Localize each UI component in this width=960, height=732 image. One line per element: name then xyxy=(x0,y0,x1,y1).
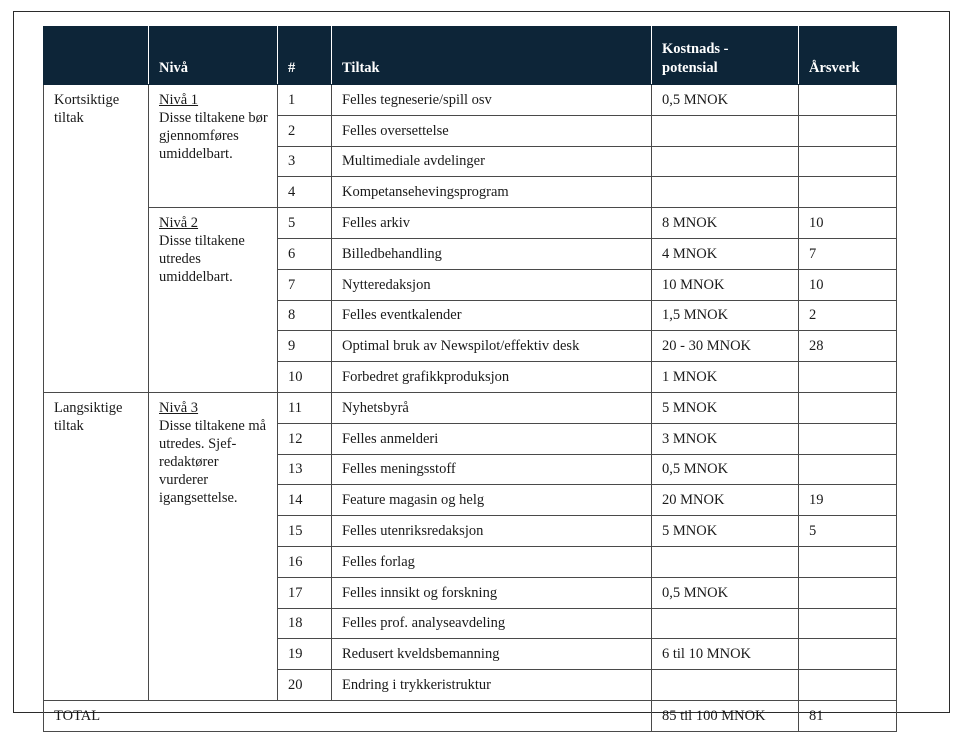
header-row xyxy=(44,27,897,85)
row-arsverk xyxy=(799,85,897,116)
row-arsverk: 7 xyxy=(799,238,897,269)
row-arsverk xyxy=(799,608,897,639)
row-tiltak: Endring i trykkeristruktur xyxy=(332,670,652,701)
level-1-cell xyxy=(149,85,278,208)
row-arsverk: 5 xyxy=(799,516,897,547)
row-arsverk: 19 xyxy=(799,485,897,516)
header-kostnad xyxy=(652,27,799,85)
group-kortsiktige: Kortsiktige tiltak xyxy=(44,85,149,393)
row-number: 16 xyxy=(278,546,332,577)
row-tiltak: Multimediale avdelinger xyxy=(332,146,652,177)
row-number: 6 xyxy=(278,238,332,269)
row-number: 1 xyxy=(278,85,332,116)
level-2-text: Disse tiltakene utredes umiddelbart. xyxy=(159,233,245,286)
row-number: 8 xyxy=(278,300,332,331)
row-tiltak: Billedbehandling xyxy=(332,238,652,269)
row-kostnad: 1,5 MNOK xyxy=(652,300,799,331)
row-kostnad: 10 MNOK xyxy=(652,269,799,300)
row-kostnad: 20 - 30 MNOK xyxy=(652,331,799,362)
header-number: # xyxy=(278,27,332,85)
row-kostnad: 0,5 MNOK xyxy=(652,85,799,116)
row-kostnad: 1 MNOK xyxy=(652,362,799,393)
row-arsverk: 10 xyxy=(799,269,897,300)
row-kostnad xyxy=(652,177,799,208)
total-label: TOTAL xyxy=(44,700,652,731)
total-row xyxy=(44,700,897,731)
total-arsverk: 81 xyxy=(799,700,897,731)
row-tiltak: Optimal bruk av Newspilot/effektiv desk xyxy=(332,331,652,362)
row-number: 20 xyxy=(278,670,332,701)
row-number: 5 xyxy=(278,208,332,239)
row-kostnad: 0,5 MNOK xyxy=(652,577,799,608)
row-kostnad xyxy=(652,546,799,577)
row-tiltak: Felles tegneserie/spill osv xyxy=(332,85,652,116)
row-kostnad: 3 MNOK xyxy=(652,423,799,454)
row-number: 15 xyxy=(278,516,332,547)
header-tiltak: Tiltak xyxy=(332,27,652,85)
row-arsverk xyxy=(799,146,897,177)
row-kostnad xyxy=(652,115,799,146)
level-2-title: Nivå 2 xyxy=(159,215,199,232)
row-tiltak: Felles eventkalender xyxy=(332,300,652,331)
level-3-title: Nivå 3 xyxy=(159,399,199,416)
row-kostnad: 6 til 10 MNOK xyxy=(652,639,799,670)
level-1-title: Nivå 1 xyxy=(159,92,199,108)
row-number: 3 xyxy=(278,146,332,177)
row-tiltak: Felles oversettelse xyxy=(332,115,652,146)
header-kostnad-line2: potensial xyxy=(662,60,718,76)
row-kostnad xyxy=(652,670,799,701)
row-kostnad: 8 MNOK xyxy=(652,208,799,239)
row-kostnad xyxy=(652,146,799,177)
row-kostnad: 5 MNOK xyxy=(652,516,799,547)
row-number: 14 xyxy=(278,485,332,516)
row-tiltak: Felles prof. analyseavdeling xyxy=(332,608,652,639)
table-row xyxy=(44,208,897,239)
row-number: 13 xyxy=(278,454,332,485)
level-1-text: Disse tiltakene bør gjennomføres umiddelbart. xyxy=(159,110,268,162)
row-arsverk xyxy=(799,423,897,454)
row-number: 2 xyxy=(278,115,332,146)
level-3-text: Disse tiltakene må utredes. Sjef-redaktører vurderer igangsettelse. xyxy=(159,417,267,506)
row-kostnad: 5 MNOK xyxy=(652,392,799,423)
row-tiltak: Felles arkiv xyxy=(332,208,652,239)
row-arsverk: 2 xyxy=(799,300,897,331)
row-arsverk xyxy=(799,454,897,485)
row-kostnad: 0,5 MNOK xyxy=(652,454,799,485)
row-tiltak: Nytteredaksjon xyxy=(332,269,652,300)
header-blank xyxy=(44,27,149,85)
row-tiltak: Felles forlag xyxy=(332,546,652,577)
row-number: 11 xyxy=(278,392,332,423)
row-tiltak: Felles anmelderi xyxy=(332,423,652,454)
row-kostnad xyxy=(652,608,799,639)
row-tiltak: Kompetansehevingsprogram xyxy=(332,177,652,208)
row-arsverk xyxy=(799,177,897,208)
row-number: 10 xyxy=(278,362,332,393)
header-kostnad-line1: Kostnads - xyxy=(662,41,729,57)
level-2-cell xyxy=(149,208,278,393)
row-arsverk xyxy=(799,639,897,670)
row-arsverk xyxy=(799,577,897,608)
row-tiltak: Felles meningsstoff xyxy=(332,454,652,485)
row-arsverk: 10 xyxy=(799,208,897,239)
row-kostnad: 20 MNOK xyxy=(652,485,799,516)
row-tiltak: Feature magasin og helg xyxy=(332,485,652,516)
row-number: 7 xyxy=(278,269,332,300)
header-arsverk: Årsverk xyxy=(799,27,897,85)
table-row xyxy=(44,85,897,116)
row-number: 9 xyxy=(278,331,332,362)
table-row xyxy=(44,392,897,423)
row-tiltak: Forbedret grafikkproduksjon xyxy=(332,362,652,393)
level-3-cell xyxy=(149,392,278,700)
row-number: 17 xyxy=(278,577,332,608)
total-kostnad: 85 til 100 MNOK xyxy=(652,700,799,731)
group-langsiktige: Langsiktige tiltak xyxy=(44,392,149,700)
row-tiltak: Felles innsikt og forskning xyxy=(332,577,652,608)
header-niva: Nivå xyxy=(149,27,278,85)
row-tiltak: Redusert kveldsbemanning xyxy=(332,639,652,670)
row-number: 4 xyxy=(278,177,332,208)
row-arsverk xyxy=(799,362,897,393)
row-arsverk xyxy=(799,392,897,423)
row-arsverk xyxy=(799,670,897,701)
row-arsverk: 28 xyxy=(799,331,897,362)
row-arsverk xyxy=(799,546,897,577)
row-number: 19 xyxy=(278,639,332,670)
row-number: 18 xyxy=(278,608,332,639)
row-number: 12 xyxy=(278,423,332,454)
row-arsverk xyxy=(799,115,897,146)
measures-table xyxy=(43,26,897,732)
row-kostnad: 4 MNOK xyxy=(652,238,799,269)
row-tiltak: Felles utenriksredaksjon xyxy=(332,516,652,547)
row-tiltak: Nyhetsbyrå xyxy=(332,392,652,423)
